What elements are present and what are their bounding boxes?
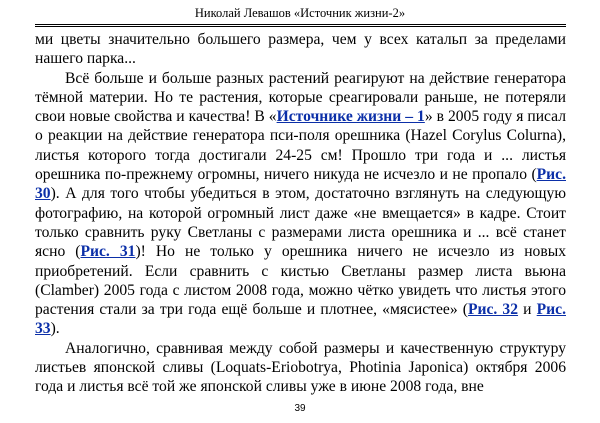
link-figure-31[interactable]: Рис. 31 bbox=[80, 243, 136, 261]
header-rule-bottom bbox=[35, 26, 566, 27]
text-segment: )! Но не только у орешника ничего не исчезло из новых приобретений. Если сравнить с кистью Светланы размер листа вьюна (Clamber) 2005 года с листом 2008 года, можно чётко увидеть что листья этого растения стали за три года ещё больше и плотнее, «мясистее» ( bbox=[35, 243, 566, 319]
text-segment: » в 2005 году я писал о реакции на действие генератора пси-поля орешника (Hazel Corylus Colurna), листья которого тогда достигали 24-25 см! Прошло три года и ... листья орешника по-прежнему огромны, ничего никуда не исчезло и не пропало ( bbox=[35, 108, 566, 184]
link-figure-30[interactable]: Рис. 30 bbox=[35, 166, 566, 203]
paragraph-continuation bbox=[35, 30, 566, 69]
text-segment: ). bbox=[50, 320, 60, 338]
paragraph-text: Аналогично, сравнивая между собой размеры и качественную структуру листьев японской сливы (Loquats-Eriobotrya, Photinia Japonica) октября 2006 года и листья всё той же японской сливы уже в июне 2008 года, вне bbox=[35, 339, 566, 396]
text-segment: Всё больше и больше разных растений реагируют на действие генератора тёмной материи. Но те растения, которые среагировали раньше, не потеряли свои новые свойства и качества! В « bbox=[35, 69, 566, 126]
paragraph-text: ми цветы значительно большего размера, чем у всех катальп за пределами нашего парка... bbox=[35, 31, 566, 68]
link-source-of-life-1[interactable]: Источнике жизни – 1 bbox=[276, 108, 425, 126]
body-text bbox=[35, 30, 566, 397]
paragraph-plants-reaction bbox=[35, 69, 566, 339]
text-segment: ). А для того чтобы убедиться в этом, достаточно взглянуть на следующую фотографию, на которой огромный лист даже «не вмещается» в кадре. Стоит только сравнить руку Светланы с размерами листа орешника и ... всё станет ясно ( bbox=[35, 185, 566, 261]
paragraph-japanese-plum bbox=[35, 339, 566, 397]
link-figure-33[interactable]: Рис. 33 bbox=[35, 301, 566, 338]
header-rule-top bbox=[35, 24, 566, 25]
link-figure-32[interactable]: Рис. 32 bbox=[467, 301, 519, 319]
page-number: 39 bbox=[294, 403, 306, 414]
text-segment: и bbox=[518, 301, 537, 319]
running-header: Николай Левашов «Источник жизни-2» bbox=[194, 6, 406, 20]
